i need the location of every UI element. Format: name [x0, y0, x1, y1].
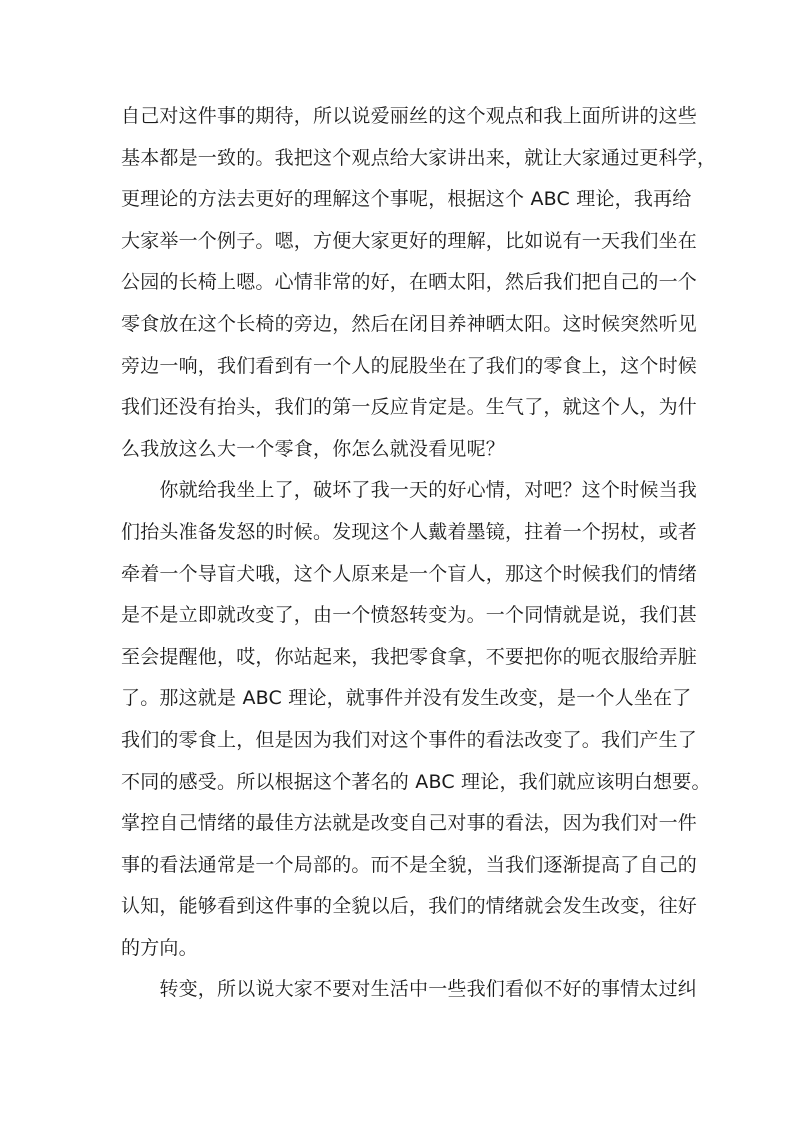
text-line: 么我放这么大一个零食，你怎么就没看见呢？ [121, 437, 506, 460]
body-text [121, 96, 717, 1011]
paragraph-1 [121, 96, 717, 470]
text-line: 的方向。 [121, 936, 198, 959]
text-line: 零食放在这个长椅的旁边，然后在闭目养神晒太阳。这时候突然听见 [121, 312, 698, 335]
text-line: 转变，所以说大家不要对生活中一些我们看似不好的事情太过纠 [121, 978, 698, 1001]
paragraph-2 [121, 470, 711, 969]
text-line: 牵着一个导盲犬哦，这个人原来是一个盲人，那这个时候我们的情绪 [121, 562, 698, 585]
text-line: 更理论的方法去更好的理解这个事呢，根据这个 ABC 理论，我再给 [121, 188, 692, 211]
text-line: 掌控自己情绪的最佳方法就是改变自己对事的看法，因为我们对一件 [121, 812, 698, 835]
text-line: 了。那这就是 ABC 理论，就事件并没有发生改变，是一个人坐在了 [121, 687, 692, 710]
text-line: 大家举一个例子。嗯，方便大家更好的理解，比如说有一天我们坐在 [121, 229, 698, 252]
text-line: 基本都是一致的。我把这个观点给大家讲出来，就让大家通过更科学， [121, 146, 717, 169]
text-line: 旁边一响，我们看到有一个人的屁股坐在了我们的零食上，这个时候 [121, 354, 698, 377]
text-line: 是不是立即就改变了，由一个愤怒转变为。一个同情就是说，我们甚 [121, 604, 698, 627]
text-line: 事的看法通常是一个局部的。而不是全貌，当我们逐渐提高了自己的 [121, 853, 698, 876]
text-line: 我们的零食上，但是因为我们对这个事件的看法改变了。我们产生了 [121, 728, 698, 751]
text-line: 你就给我坐上了，破坏了我一天的好心情，对吧？这个时候当我 [121, 479, 698, 502]
text-line: 至会提醒他，哎，你站起来，我把零食拿，不要把你的呃衣服给弄脏 [121, 645, 698, 668]
text-line: 认知，能够看到这件事的全貌以后，我们的情绪就会发生改变，往好 [121, 895, 698, 918]
text-line: 自己对这件事的期待，所以说爱丽丝的这个观点和我上面所讲的这些 [121, 105, 698, 127]
paragraph-3 [121, 969, 698, 1011]
text-line: 公园的长椅上嗯。心情非常的好，在晒太阳，然后我们把自己的一个 [121, 271, 698, 294]
text-line: 不同的感受。所以根据这个著名的 ABC 理论，我们就应该明白想要。 [121, 770, 711, 793]
text-line: 们抬头准备发怒的时候。发现这个人戴着墨镜，拄着一个拐杖，或者 [121, 520, 698, 543]
text-line: 我们还没有抬头，我们的第一反应肯定是。生气了，就这个人，为什 [121, 396, 698, 419]
